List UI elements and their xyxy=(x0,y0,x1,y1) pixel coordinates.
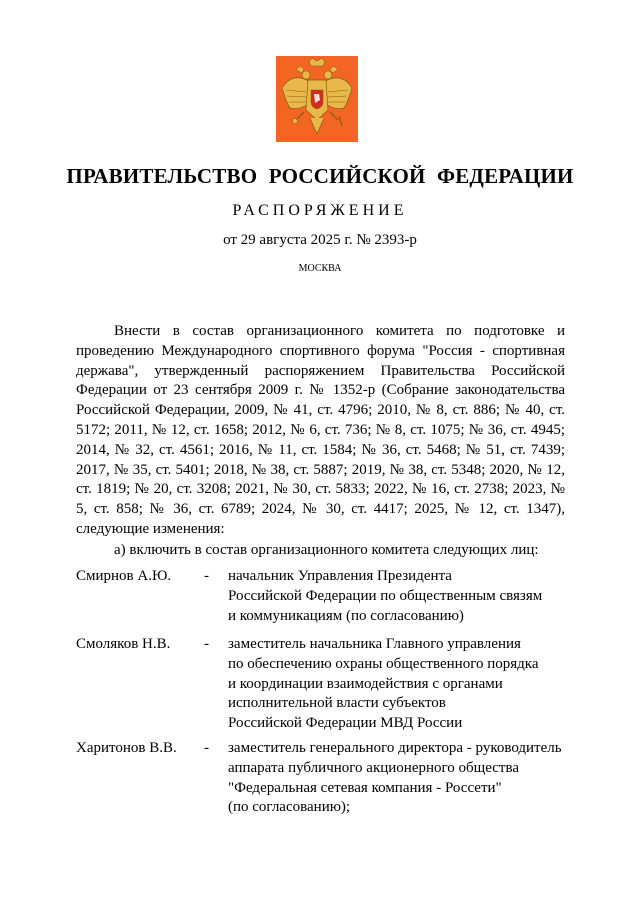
document-city: МОСКВА xyxy=(298,263,342,274)
member-role xyxy=(228,739,576,818)
member-role-line: Российской Федерации по общественным связям xyxy=(228,587,543,604)
member-role-line: по обеспечению охраны общественного порядка xyxy=(228,655,539,672)
member-role-line: "Федеральная сетевая компания - Россети" xyxy=(228,779,502,796)
russian-coat-of-arms-icon xyxy=(276,56,358,142)
member-name: Харитонов В.В. xyxy=(76,740,177,756)
document-date-number: от 29 августа 2025 г. № 2393-р xyxy=(223,232,417,248)
main-paragraph: Внести в состав организационного комитета по подготовке и проведению Международного спортивного форума "Россия - спортивная держава", утвержденный распоряжением Правительства Российской Федерации от 23 сентября 2009 г. № 1352-р (Собрание законодательства Российской Федерации, 2009, № 41, ст. 4796; 2010, № 8, ст. 886; № 40, ст. 5172; 2011, № 12, ст. 1658; 2012, № 6, ст. 736; № 8, ст. 1075; № 36, ст. 4945; 2014, № 32, ст. 4561; 2016, № 11, ст. 1584; № 36, ст. 5468; № 51, ст. 7439; 2017, № 35, ст. 5401; 2018, № 38, ст. 5887; 2019, № 38, ст. 5348; 2020, № 12, ст. 1819; № 20, ст. 3208; 2021, № 30, ст. 5833; 2022, № 16, ст. 2738; 2023, № 5, ст. 858; № 36, ст. 6789; 2024, № 30, ст. 4417; 2025, № 12, ст. 1347), следующие изменения: xyxy=(76,323,565,537)
member-role xyxy=(228,567,576,626)
member-dash: - xyxy=(204,636,209,652)
member-name: Смирнов А.Ю. xyxy=(76,568,172,584)
subitem-a: а) включить в состав организационного комитета следующих лиц: xyxy=(114,542,539,558)
member-role-line: аппарата публичного акционерного общества xyxy=(228,759,519,776)
member-role-line: и коммуникациям (по согласованию) xyxy=(228,607,464,624)
member-role-line: Российской Федерации МВД России xyxy=(228,715,463,732)
member-role-line: и координации взаимодействия с органами xyxy=(228,675,503,692)
member-role-line: (по согласованию); xyxy=(228,799,351,816)
member-dash: - xyxy=(204,568,209,584)
member-role-line: начальник Управления Президента xyxy=(228,568,452,584)
document-type: РАСПОРЯЖЕНИЕ xyxy=(232,202,408,219)
member-role xyxy=(228,635,576,734)
member-role-line: заместитель начальника Главного управления xyxy=(228,636,521,652)
member-name: Смоляков Н.В. xyxy=(76,636,171,652)
member-dash: - xyxy=(204,740,209,756)
member-role-line: заместитель генерального директора - руководитель xyxy=(228,740,562,756)
organization-title: ПРАВИТЕЛЬСТВО РОССИЙСКОЙ ФЕДЕРАЦИИ xyxy=(66,164,574,188)
member-role-line: исполнительной власти субъектов xyxy=(228,695,446,712)
